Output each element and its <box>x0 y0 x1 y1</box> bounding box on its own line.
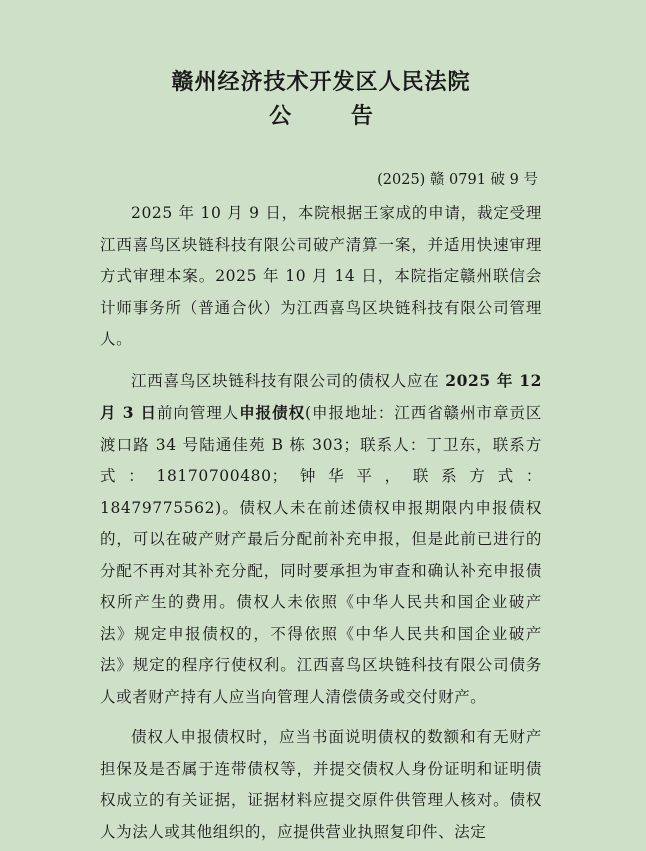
case-number: (2025) 赣 0791 破 9 号 <box>377 172 538 188</box>
claim-action: 申报债权 <box>239 403 306 422</box>
claim-filing-intro: 江西喜鸟区块链科技有限公司的债权人应在 <box>131 371 446 390</box>
paragraph-claim-requirements: 债权人申报债权时，应当书面说明债权的数额和有无财产担保及是否属于连带债权等，并提交债权人身份证明和证明债权成立的有关证据，证据材料应提交原件供管理人核对。债权人为法人或其他组织的，应提供营业执照复印件、法定 <box>100 728 542 841</box>
paragraph-acceptance: 2025 年 10 月 9 日，本院根据王家成的申请，裁定受理江西喜鸟区块链科技有限公司破产清算一案，并适用快速审理方式审理本案。2025 年 10 月 14 日，本院指定赣州联信会计师事务所（普通合伙）为江西喜鸟区块链科技有限公司管理人。 <box>100 204 542 348</box>
paragraph-claim-filing <box>100 365 542 714</box>
claim-filing-to: 前向管理人 <box>156 404 240 422</box>
court-name: 赣州经济技术开发区人民法院 <box>171 69 471 95</box>
claim-filing-details: (申报地址：江西省赣州市章贡区渡口路 34 号陆通佳苑 B 栋 303；联系人：丁卫东，联系方式：18170700480；钟华平，联系方式：18479775562)。债权人未在前述债权申报期限内申报债权的，可以在破产财产最后分配前补充申报，但是此前已进行的分配不再对其补充分配，同时要承担为审查和确认补充申报债权所产生的费用。债权人未依照《中华人民共和国企业破产法》规定申报债权的，不得依照《中华人民共和国企业破产法》规定的程序行使权利。江西喜鸟区块链科技有限公司债务人或者财产持有人应当向管理人清偿债务或交付财产。 <box>100 404 542 706</box>
document-type: 公 告 <box>269 103 399 129</box>
claim-deadline: 2025 年 12 月 3 日 <box>100 370 543 422</box>
